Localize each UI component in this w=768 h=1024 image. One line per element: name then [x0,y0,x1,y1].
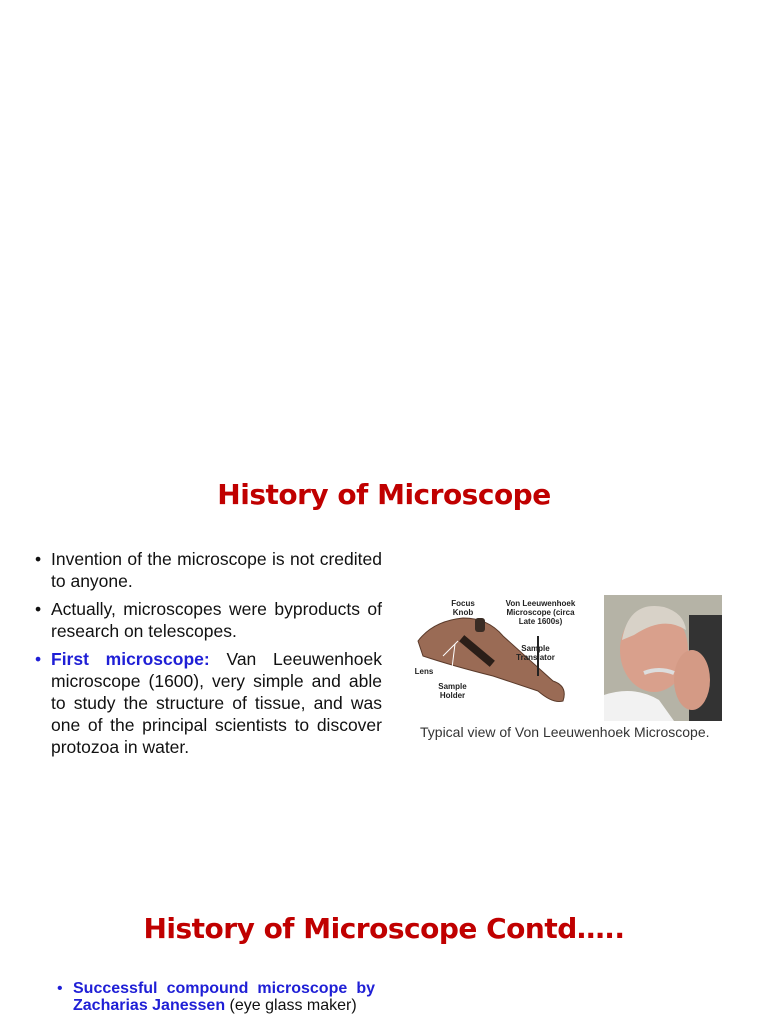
bullet-text: Invention of the microscope is not credited to anyone. [51,549,382,591]
label-sample-holder: Sample Holder [438,682,467,700]
label-figure-title: Von Leeuwenhoek Microscope (circa Late 1600s) [505,599,576,626]
bullet-item [35,648,382,758]
portrait-photo [604,595,722,721]
bullet-highlight: First microscope: [51,649,210,669]
bullet-text: Van Leeuwenhoek microscope (1600), very simple and able to study the structure of tissue, and was one of the principal scientists to discover protozoa in water. [51,649,382,757]
microscope-diagram [413,596,598,708]
bullet-item [35,548,382,592]
label-focus-knob: Focus Knob [451,599,475,617]
figure-caption: Typical view of Von Leeuwenhoek Microscope. [420,724,710,740]
bullet-item [35,598,382,642]
bullet-list [57,980,375,1020]
label-sample-translator: Sample Translator [516,644,555,662]
bullet-list [35,548,382,764]
bullet-text: Actually, microscopes were byproducts of research on telescopes. [51,599,382,641]
bullet-highlight: Successful compound microscope by Zacharias Janessen [73,980,375,1014]
slide-title: History of Microscope Contd….. [143,912,625,945]
bullet-item [57,980,375,1014]
label-lens: Lens [414,667,434,676]
slide-title: History of Microscope [217,478,551,511]
bullet-text: (eye glass maker) [225,997,357,1014]
